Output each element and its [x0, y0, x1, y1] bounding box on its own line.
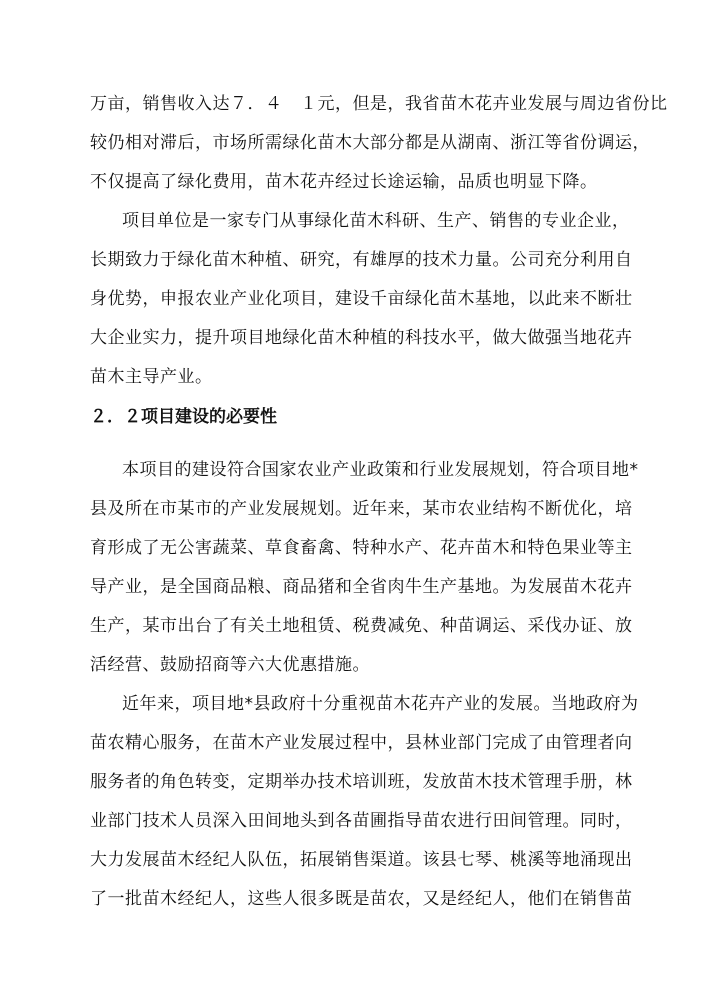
paragraph-3-line-2: 县及所在市某市的产业发展规划。近年来，某市农业结构不断优化，培 — [90, 499, 633, 519]
paragraph-3-line-3: 育形成了无公害蔬菜、草食畜禽、特种水产、花卉苗木和特色果业等主 — [90, 538, 633, 558]
paragraph-3-line-4: 导产业，是全国商品粮、商品猪和全省肉牛生产基地。为发展苗木花卉 — [90, 577, 633, 597]
paragraph-1-line-3: 不仅提高了绿化费用，苗木花卉经过长途运输，品质也明显下降。 — [90, 172, 598, 192]
section-heading: ２．２项目建设的必要性 — [90, 407, 277, 427]
paragraph-4-line-6: 了一批苗木经纪人，这些人很多既是苗农，又是经纪人，他们在销售苗 — [90, 889, 633, 909]
paragraph-1-line-1: 万亩，销售收入达７．４ １元，但是，我省苗木花卉业发展与周边省份比 — [90, 94, 668, 114]
paragraph-2-line-3: 身优势，申报农业产业化项目，建设千亩绿化苗木基地，以此来不断壮 — [90, 289, 633, 309]
paragraph-4-line-5: 大力发展苗木经纪人队伍，拓展销售渠道。该县七琴、桃溪等地涌现出 — [90, 850, 633, 870]
paragraph-2-line-4: 大企业实力，提升项目地绿化苗木种植的科技水平，做大做强当地花卉 — [90, 328, 633, 348]
paragraph-2-line-2: 长期致力于绿化苗木种植、研究，有雄厚的技术力量。公司充分利用自 — [90, 250, 633, 270]
paragraph-1-line-2: 较仍相对滞后，市场所需绿化苗木大部分都是从湖南、浙江等省份调运， — [90, 133, 650, 153]
paragraph-4-line-4: 业部门技术人员深入田间地头到各苗圃指导苗农进行田间管理。同时， — [90, 811, 633, 831]
paragraph-4-line-1: 近年来，项目地*县政府十分重视苗木花卉产业的发展。当地政府为 — [122, 694, 639, 714]
paragraph-3-line-6: 活经营、鼓励招商等六大优惠措施。 — [90, 655, 370, 675]
paragraph-3-line-1: 本项目的建设符合国家农业产业政策和行业发展规划，符合项目地* — [122, 460, 639, 480]
paragraph-4-line-3: 服务者的角色转变，定期举办技术培训班，发放苗木技术管理手册，林 — [90, 772, 633, 792]
paragraph-4-line-2: 苗农精心服务，在苗木产业发展过程中，县林业部门完成了由管理者向 — [90, 733, 633, 753]
paragraph-2-line-5: 苗木主导产业。 — [90, 367, 213, 387]
paragraph-2-line-1: 项目单位是一家专门从事绿化苗木科研、生产、销售的专业企业， — [122, 211, 630, 231]
paragraph-3-line-5: 生产，某市出台了有关土地租赁、税费减免、种苗调运、采伐办证、放 — [90, 616, 633, 636]
